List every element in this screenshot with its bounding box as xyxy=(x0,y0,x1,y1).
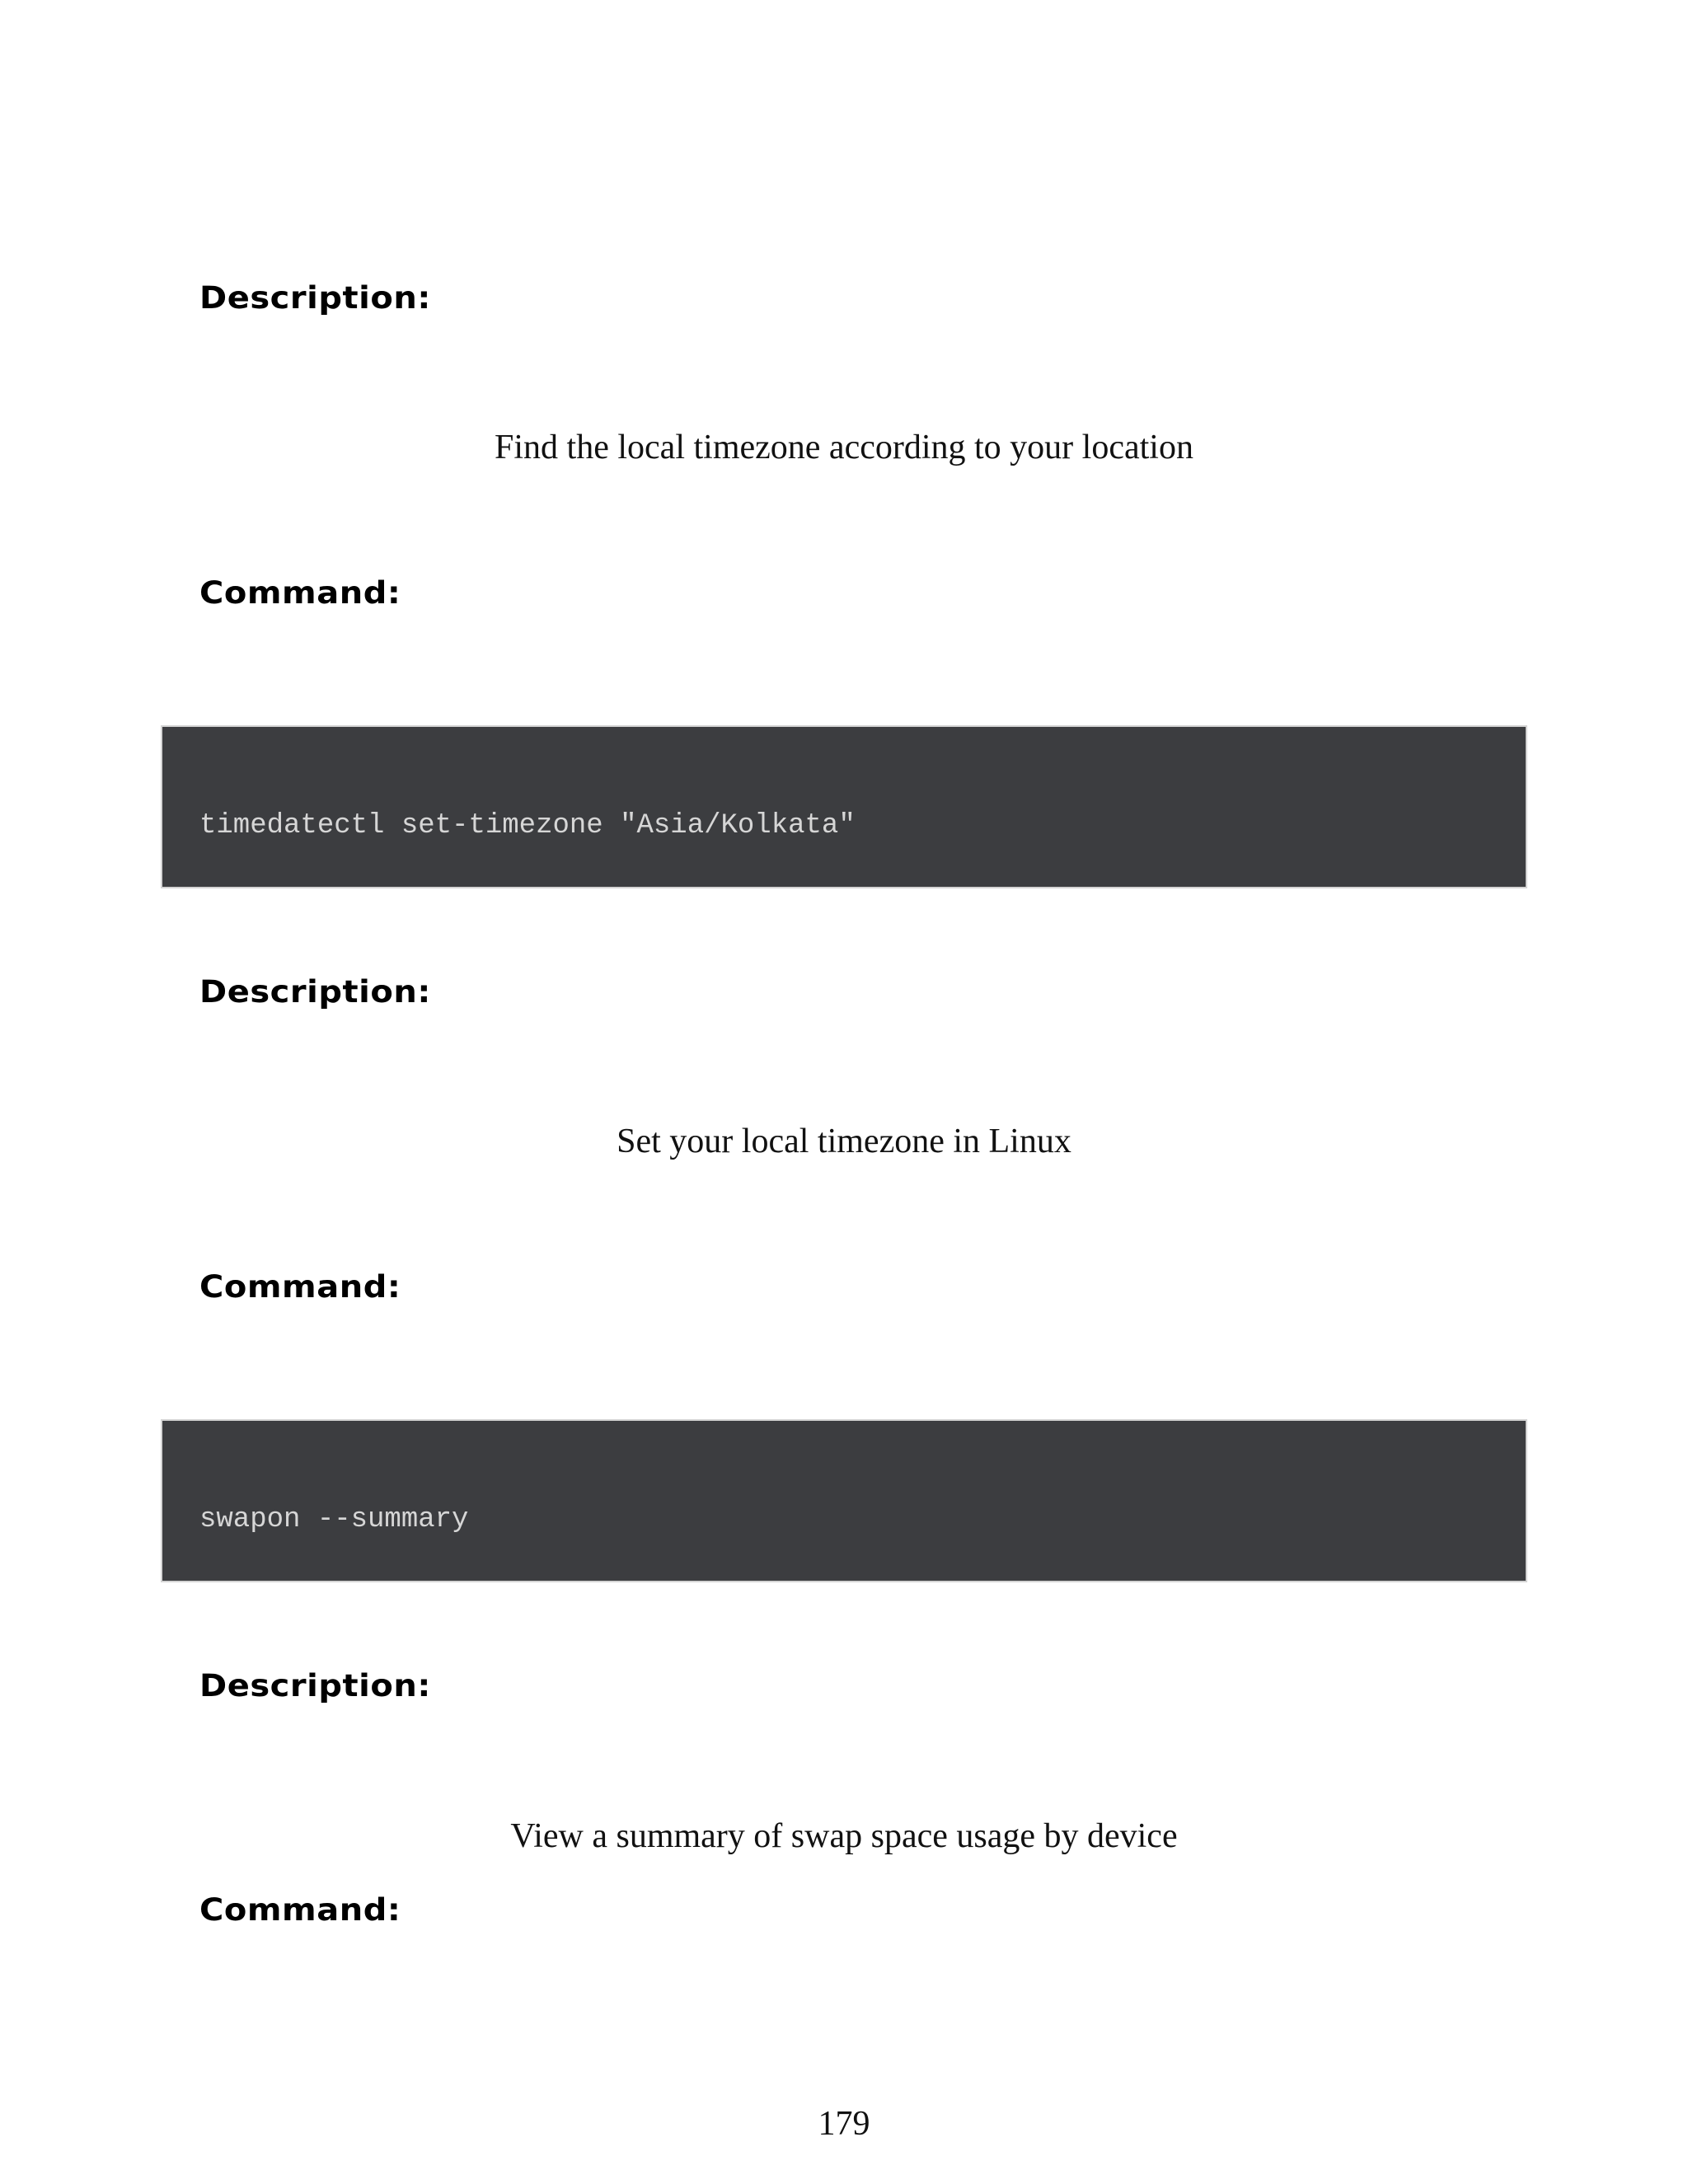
description-heading: Description: xyxy=(199,1668,431,1704)
code-block xyxy=(161,1419,1527,1582)
description-text: Set your local timezone in Linux xyxy=(617,1122,1071,1160)
command-text[interactable]: swapon --summary xyxy=(199,1504,469,1535)
command-text[interactable]: timedatectl set-timezone "Asia/Kolkata" xyxy=(199,810,856,841)
description-heading: Description: xyxy=(199,974,431,1010)
description-heading: Description: xyxy=(199,280,431,316)
command-heading: Command: xyxy=(199,1269,401,1305)
description-text: View a summary of swap space usage by device xyxy=(510,1817,1178,1855)
code-block xyxy=(161,725,1527,888)
page-number: 179 xyxy=(818,2105,870,2143)
command-heading: Command: xyxy=(199,575,401,611)
command-heading: Command: xyxy=(199,1892,401,1928)
description-text: Find the local timezone according to your location xyxy=(495,429,1193,466)
